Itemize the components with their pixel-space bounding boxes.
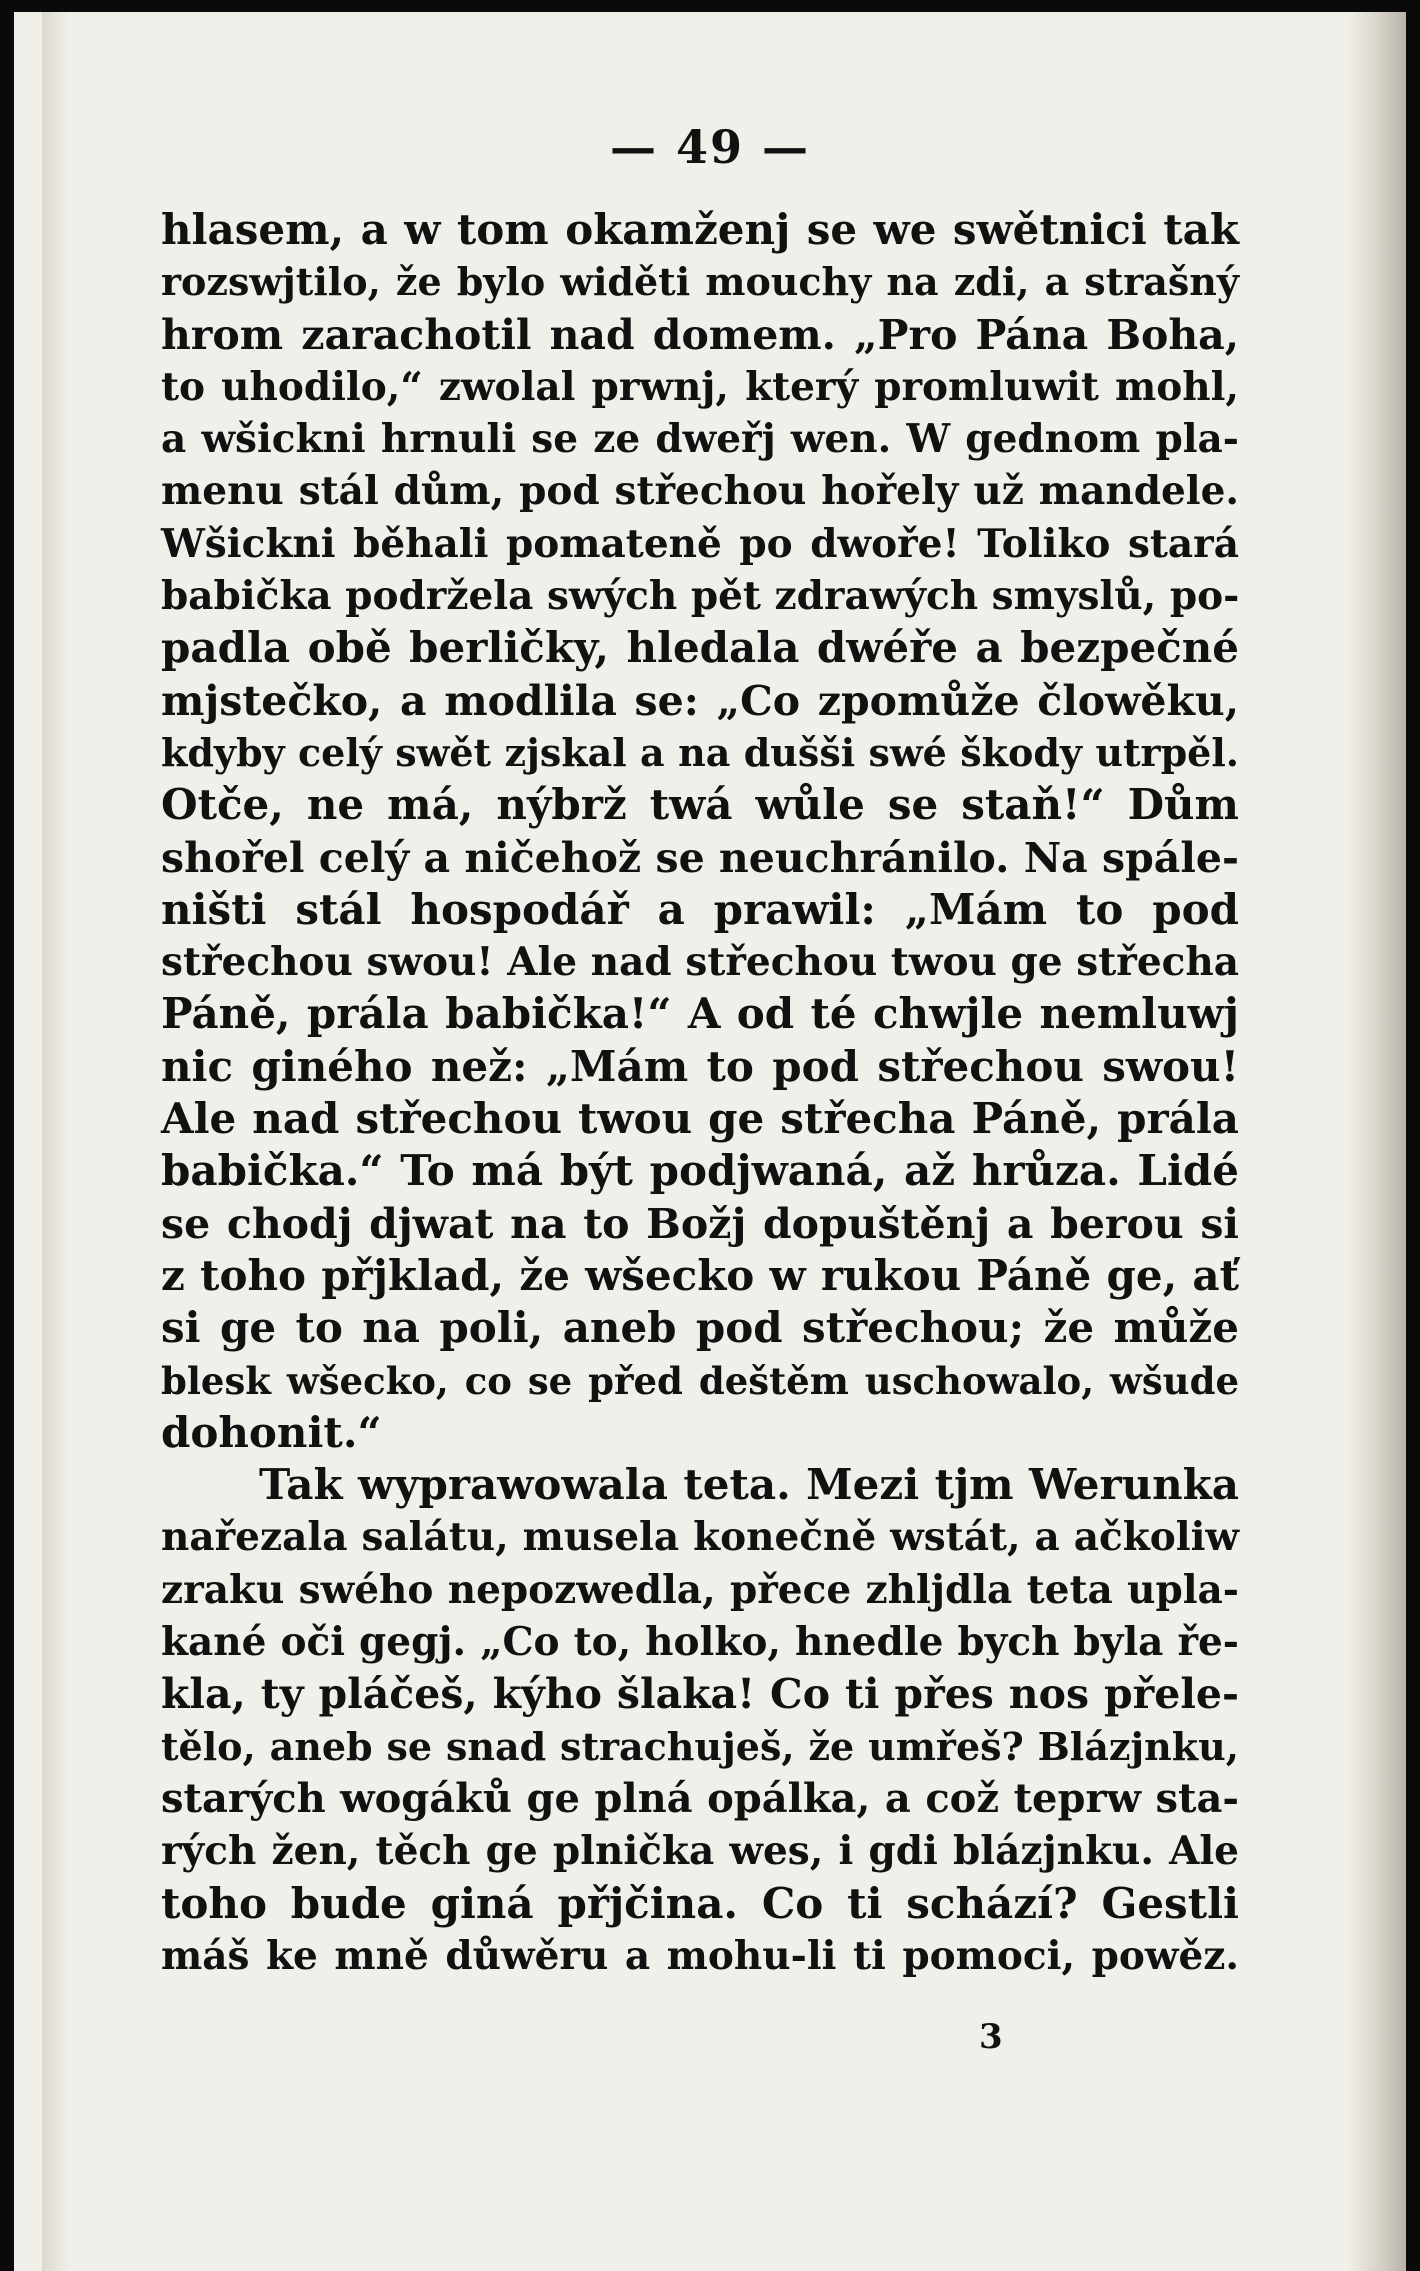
text-line: máš ke mně důwěru a mohu-li ti pomoci, powěz. xyxy=(161,1932,1239,1979)
text-line: padla obě berličky, hledala dwéře a bezpečné xyxy=(161,623,1239,673)
text-line: mjstečko, a modlila se: „Co zpomůže člowěku, xyxy=(161,676,1239,725)
text-line: střechou swou! Ale nad střechou twou ge střecha xyxy=(161,939,1239,986)
text-line: tělo, aneb se snad strachuješ, že umřeš? Blázjnku, xyxy=(161,1723,1239,1769)
paragraph-first-line: Tak wyprawowala teta. Mezi tjm Werunka xyxy=(259,1460,1239,1510)
text-line: babička podržela swých pět zdrawých smyslů, po- xyxy=(161,573,1240,620)
text-line: Páně, prála babička!“ A od té chwjle nemluwj xyxy=(161,989,1239,1039)
text-line: z toho přjklad, že wšecko w rukou Páně ge, ať xyxy=(161,1250,1239,1300)
text-line: shořel celý a ničehož se neuchránilo. Na spále- xyxy=(161,833,1240,882)
book-page xyxy=(14,12,1406,2271)
page-gutter-shadow xyxy=(42,12,70,2271)
body-text xyxy=(161,204,1239,1982)
text-line: rých žen, těch ge plnička wes, i gdi blázjnku. Ale xyxy=(161,1828,1239,1875)
text-line: a wšickni hrnuli se ze dweřj wen. W gednom pla- xyxy=(161,416,1239,463)
text-line: hlasem, a w tom okamženj se we swětnici tak xyxy=(161,205,1239,254)
text-line: zraku swého nepozwedla, přece zhljdla teta upla- xyxy=(161,1566,1239,1613)
text-line: kla, ty pláčeš, kýho šlaka! Co ti přes nos přele- xyxy=(161,1670,1239,1719)
text-line: kdyby celý swět zjskal a na dušši swé škody utrpěl. xyxy=(161,729,1239,775)
text-line: kané oči gegj. „Co to, holko, hnedle bych byla ře- xyxy=(161,1619,1239,1666)
text-line: blesk wšecko, co se před deštěm uschowalo, wšude xyxy=(161,1358,1239,1403)
text-line: Otče, ne má, nýbrž twá wůle se staň!“ Dům xyxy=(161,780,1239,830)
text-line: si ge to na poli, aneb pod střechou; že může xyxy=(161,1303,1239,1353)
text-line: hrom zarachotil nad domem. „Pro Pána Boha, xyxy=(161,310,1239,359)
text-line: toho bude giná přjčina. Co ti schází? Gestli xyxy=(161,1878,1239,1928)
signature-mark: 3 xyxy=(979,2017,1003,2057)
text-line: se chodj djwat na to Božj dopuštěnj a berou si xyxy=(161,1199,1239,1248)
text-line: rozswjtilo, že bylo widěti mouchy na zdi, a strašný xyxy=(161,259,1239,305)
text-line: to uhodilo,“ zwolal prwnj, který promluwit mohl, xyxy=(161,363,1239,410)
text-line: babička.“ To má být podjwaná, až hrůza. Lidé xyxy=(161,1146,1239,1196)
page-number: — 49 — xyxy=(609,120,811,174)
text-line: nic giného než: „Mám to pod střechou swou! xyxy=(161,1041,1239,1091)
text-line: Wšickni běhali pomateně po dwoře! Toliko stará xyxy=(161,520,1239,567)
text-line: starých wogáků ge plná opálka, a což teprw sta- xyxy=(161,1774,1239,1822)
text-line: Ale nad střechou twou ge střecha Páně, prála xyxy=(161,1094,1239,1144)
text-line: nařezala salátu, musela konečně wstát, a ačkoliw xyxy=(161,1514,1239,1561)
page-edge-shadow xyxy=(1348,12,1406,2271)
text-line: menu stál dům, pod střechou hořely už mandele. xyxy=(161,468,1239,515)
text-line: dohonit.“ xyxy=(161,1407,382,1457)
text-line: ništi stál hospodář a prawil: „Mám to pod xyxy=(161,884,1239,934)
